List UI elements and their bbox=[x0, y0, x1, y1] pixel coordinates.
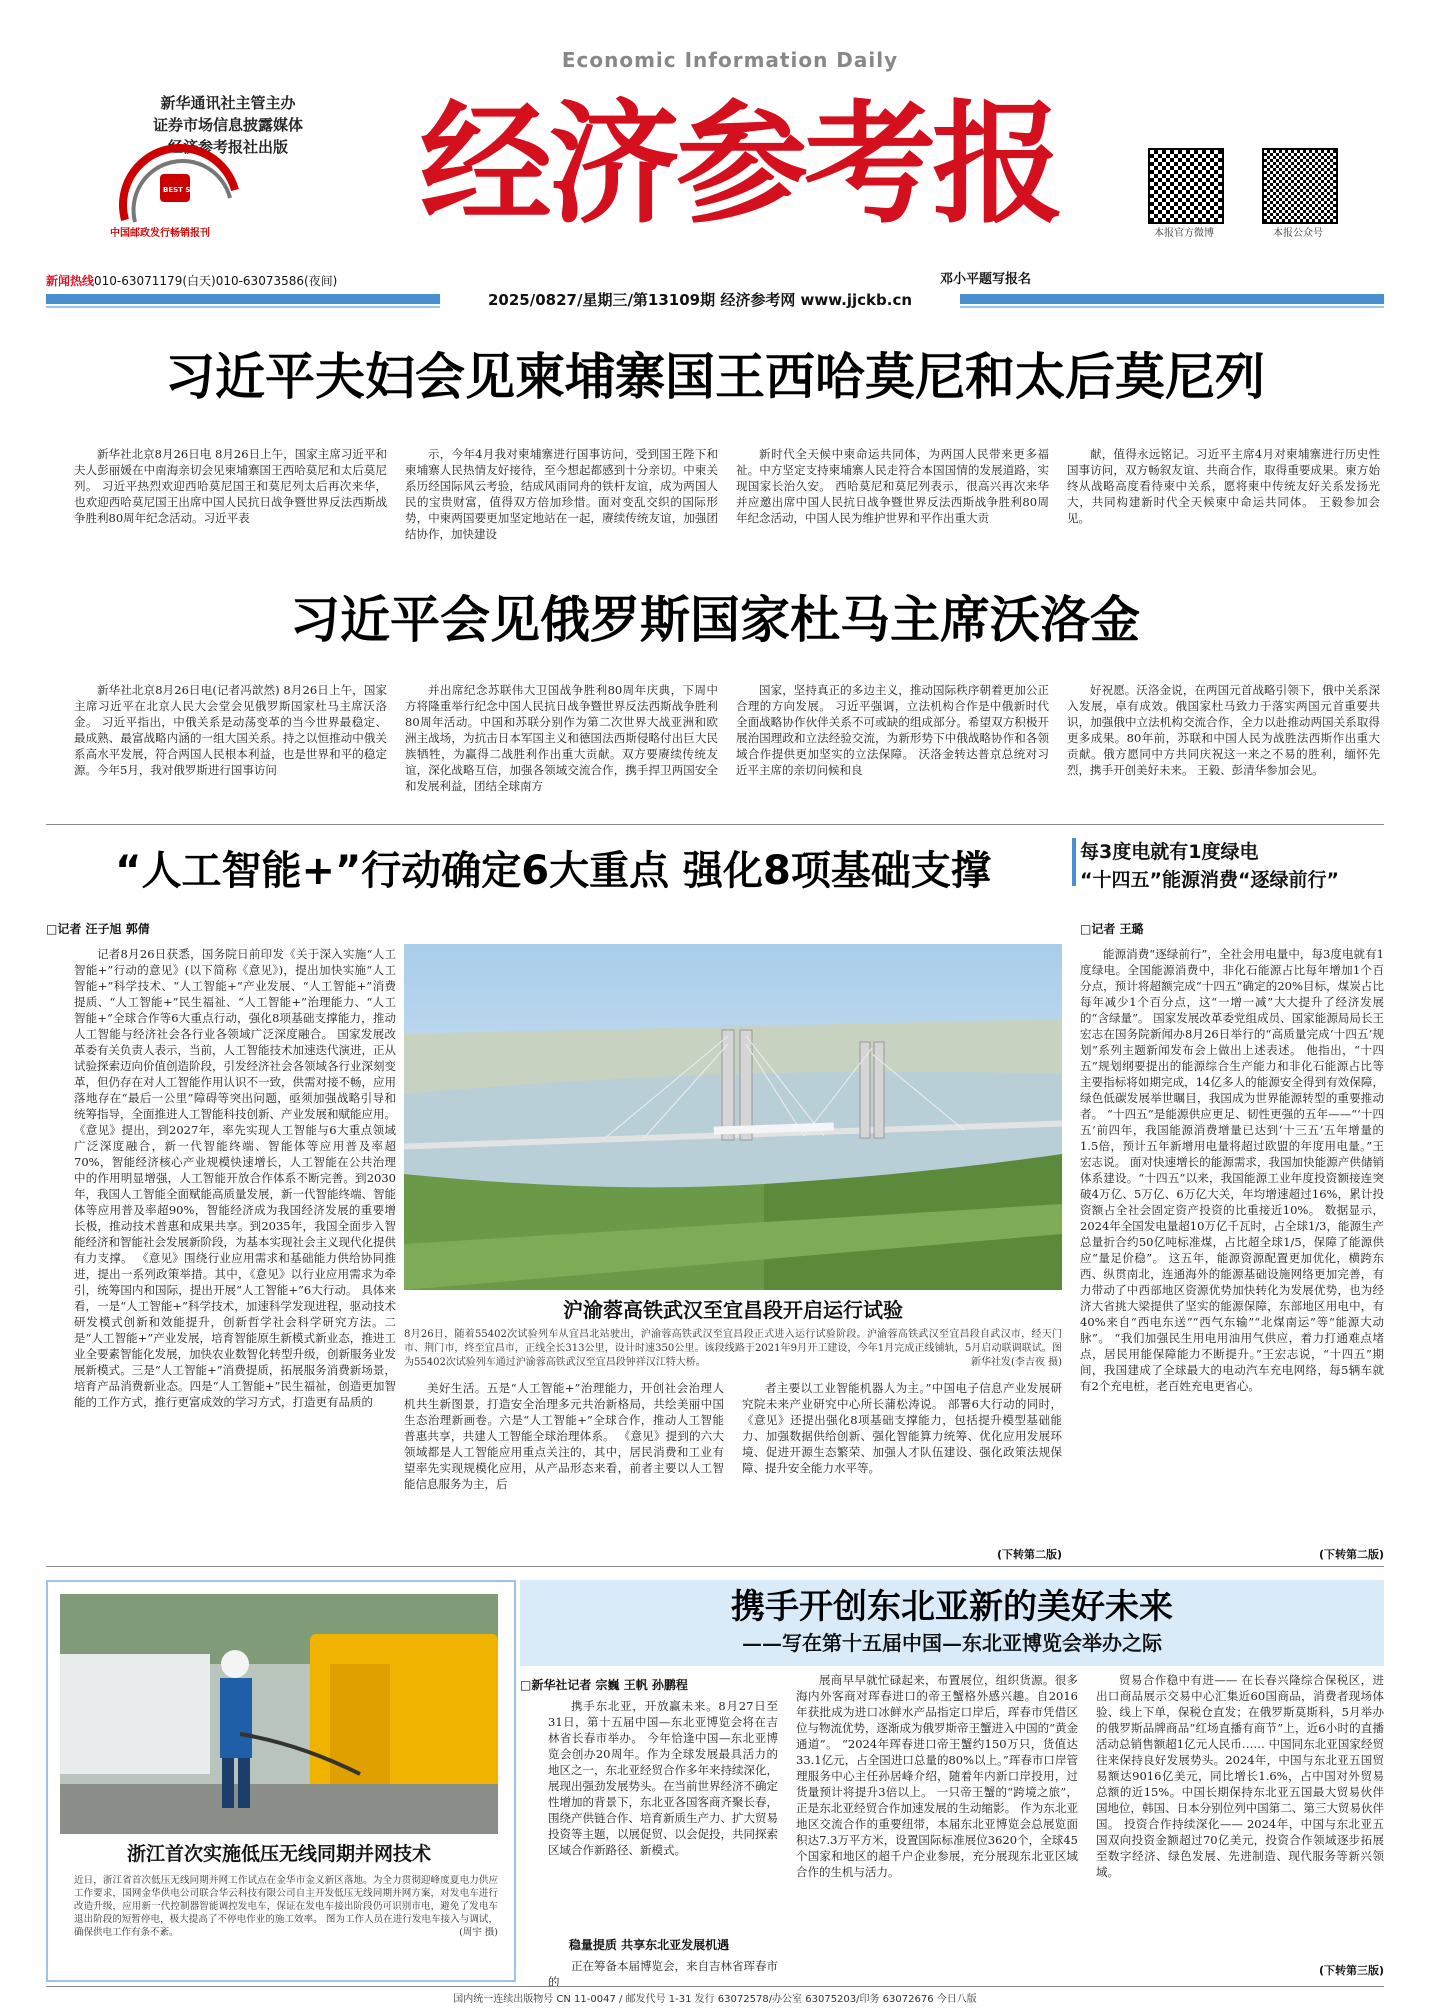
headline-story3: “人工智能+”行动确定6大重点 强化8项基础支撑 bbox=[115, 848, 991, 894]
story6-text: 携手东北亚，开放赢未来。8月27日至31日，第十五届中国—东北亚博览会将在吉林省长春市举办。 今年恰逢中国—东北亚博览会创办20周年。作为全球发展最具活力的地区之一，东北亚经贸合作多年来持续深化，展现出强劲发展势头。在当前世界经济不确定性增加的背景下，东北亚各国客商齐聚长春，围绕产供链合作、培育新质生产力、扩大贸易投资等主题，以展促贸、以会促投，共同探索区域合作新路径、新模式。 bbox=[548, 1699, 778, 1857]
publisher-block bbox=[78, 92, 378, 158]
photo-caption bbox=[404, 1328, 1062, 1372]
hotline-numbers: 010-63071179(白天)010-63073586(夜间) bbox=[94, 274, 338, 288]
masthead-english: Economic Information Daily bbox=[561, 48, 899, 72]
headline-story6: 携手开创东北亚新的美好未来 bbox=[731, 1587, 1173, 1627]
bridge-photo bbox=[404, 944, 1062, 1290]
worker-photo bbox=[60, 1594, 498, 1834]
photo-caption-text: 8月26日，随着55402次试验列车从宜昌北站驶出，沪渝蓉高铁武汉至宜昌段正式进入运行试验阶段。沪渝蓉高铁武汉至宜昌段自武汉市，经天门市、荆门市，终至宜昌市，正线全长313公里，设计时速350公里。该段线路于2021年9月开工建设，今年1月完成正线铺轨，5月启动联调联试。图为55402次试验列车通过沪渝蓉高铁武汉至宜昌段钟祥汉江特大桥。 bbox=[404, 1329, 1062, 1368]
story6-text: 正在筹备本届博览会，来自吉林省珲春市的 bbox=[548, 1959, 778, 1989]
continued-link[interactable]: (下转第二版) bbox=[996, 1548, 1062, 1561]
story3-bottom bbox=[404, 1380, 1062, 1546]
continued-link[interactable]: (下转第二版) bbox=[1318, 1548, 1384, 1561]
story2-col: 好祝愿。沃洛金说，在两国元首战略引领下，俄中关系深入发展，卓有成效。俄国家杜马致力于落实两国元首重要共识，加强俄中立法机构交流合作，全力以赴推动两国关系取得更多成果。80年前，苏联和中国人民为战胜法西斯作出重大贡献。俄方愿同中方共同庆祝这一来之不易的胜利，缅怀先烈，携手开创美好未来。 王毅、彭清华参加会见。 bbox=[1067, 683, 1380, 777]
story1-col: 新华社北京8月26日电 8月26日上午，国家主席习近平和夫人彭丽媛在中南海亲切会见柬埔寨国王西哈莫尼和太后莫尼列。 习近平热烈欢迎西哈莫尼国王和莫尼列太后再次来华，也欢迎西哈莫尼国王出席中国人民抗日战争暨世界反法西斯战争胜利80周年纪念活动。习近平表 bbox=[74, 447, 387, 525]
qr-label: 本报公众号 bbox=[1273, 228, 1323, 239]
photo-credit: 新华社发(李吉夜 摄) bbox=[971, 1357, 1062, 1368]
story6-text: 展商早早就忙碌起来，布置展位，组织货源。很多海内外客商对珲春进口的帝王蟹格外感兴趣。自2016年获批成为进口冰鲜水产品指定口岸后，珲春市凭借区位与物流优势，逐渐成为俄罗斯帝王蟹进入中国的“黄金通道”。 “2024年珲春进口帝王蟹约150万只，货值达33.1亿元，占全国进口总量的80%以上。”珲春市口岸管理服务中心主任孙居峰介绍，随着年内新口岸投用，过货量预计将提升3倍以上。 一只帝王蟹的“跨境之旅”，正是东北亚经贸合作加速发展的生动缩影。 作为东北亚地区交流合作的重要纽带，本届东北亚博览会总展览面积达7.3万平方米，设置国际标准展位3620个，全球45个国家和地区的超千户企业参展，充分展现东北亚区域合作的生机与活力。 bbox=[796, 1673, 1078, 1879]
story6-col1-tail bbox=[548, 1958, 778, 1989]
story3-byline: □记者 汪子旭 郭倩 bbox=[46, 922, 150, 936]
headline-line: “十四五”能源消费“逐绿前行” bbox=[1080, 869, 1339, 891]
story3-left-col bbox=[74, 946, 396, 1558]
story6-col1 bbox=[548, 1698, 778, 1924]
logo-text: 中国邮政发行畅销报刊 bbox=[110, 228, 210, 239]
publisher-line: 新华通讯社主管主办 bbox=[160, 94, 296, 112]
sidebar-accent bbox=[1072, 838, 1076, 886]
story4-text: 能源消费“逐绿前行”，全社会用电量中，每3度电就有1度绿电。全国能源消费中，非化石能源占比每年增加1个百分点，预计将超额完成“十四五”确定的20%目标，煤炭占比每年减少1个百分点，这“一增一减”大大提升了经济发展的“含绿量”。 国家发展改革委党组成员、国家能源局局长王宏志在国务院新闻办8月26日举行的“高质量完成‘十四五’规划”系列主题新闻发布会上做出上述表述。 他指出，“十四五”规划纲要提出的能源综合生产能力和非化石能源占比等主要指标将如期完成，14亿多人的能源安全得到有效保障，绿色低碳发展举世瞩目，我国成为世界能源转型的重要推动者。 “十四五”是能源供应更足、韧性更强的五年——“‘十四五’前四年，我国能源消费增量已达到‘十三五’五年增量的1.5倍，预计五年新增用电量将超过欧盟的年度用电量。”王宏志说。 面对快速增长的能源需求，我国加快能源产供储销体系建设。“十四五”以来，我国能源工业年度投资额接连突破4万亿、5万亿、6万亿大关，年均增速超过16%，累计投资额占全社会固定资产投资的比重接近10%。 数据显示，2024年全国发电量超10万亿千瓦时，占全球1/3，能源生产总量折合约50亿吨标准煤，占比超全球1/5，保障了能源供应“量足价稳”。 这五年，能源资源配置更加优化，横跨东西、纵贯南北，连通海外的能源基础设施网络更加完善，有力带动了中西部地区资源优势加快转化为发展优势，也为经济大省挑大梁提供了坚实的能源保障，东部地区用电中，有40%来自“西电东送”“西气东输”“北煤南运”等“能源大动脉”。 “我们加强民生用电用油用气供应，着力打通难点堵点，居民用能保障能力不断提升。”王宏志说，“十四五”期间，我国建成了全球最大的电动汽车充电网络，每5辆车就有2个充电桩，老百姓充电更省心。 bbox=[1080, 947, 1384, 1393]
headline-line: 每3度电就有1度绿电 bbox=[1080, 841, 1259, 863]
logo-badge: BEST SELLING bbox=[163, 186, 219, 194]
story2-body bbox=[74, 682, 1380, 810]
story1-col: 献，值得永远铭记。习近平主席4月对柬埔寨进行历史性国事访问，双方畅叙友谊、共商合作，取得重要成果。柬方始终从战略高度看待柬中关系，愿将柬中传统友好关系发扬光大，共同构建新时代全天候柬中命运共同体。 王毅参加会见。 bbox=[1067, 447, 1380, 525]
publisher-line: 证券市场信息披露媒体 bbox=[152, 116, 303, 134]
story1-col: 示，今年4月我对柬埔寨进行国事访问，受到国王陛下和柬埔寨人民热情友好接待，至今想起都感到十分亲切。中柬关系历经国际风云考验，结成风雨同舟的铁杆友谊，成为两国人民的宝贵财富，值得双方倍加珍惜。面对变乱交织的国际形势，中柬两国要更加坚定地站在一起，赓续传统友谊，加强团结协作，加快建设 bbox=[405, 447, 718, 541]
continued-link[interactable]: (下转第三版) bbox=[1318, 1964, 1384, 1977]
headline-story2: 习近平会见俄罗斯国家杜马主席沃洛金 bbox=[290, 591, 1140, 649]
story1-body bbox=[74, 446, 1380, 558]
photo-caption bbox=[74, 1874, 498, 1970]
news-hotline bbox=[46, 272, 337, 289]
story1-col: 新时代全天候中柬命运共同体，为两国人民带来更多福祉。中方坚定支持柬埔寨人民走符合本国国情的发展道路，实现国家长治久安。 西哈莫尼和莫尼列表示，很高兴再次来华并应邀出席中国人民抗日战争暨世界反法西斯战争胜利80周年纪念活动，中国人民为维护世界和平作出重大贡 bbox=[736, 447, 1049, 525]
issue-dateline: 2025/0827/星期三/第13109期 经济参考网 www.jjckb.cn bbox=[440, 288, 960, 312]
story3-col: 美好生活。五是“人工智能+”治理能力，开创社会治理人机共生新图景，打造安全治理多元共治新格局，共绘美丽中国生态治理新画卷。六是“人工智能+”全球合作，推动人工智能普惠共享，共建人工智能全球治理体系。 《意见》提到的六大领域都是人工智能应用重点关注的，其中，居民消费和工业有望率先实现规模化应用，从产品形态来看，前者主要以人工智能信息服务为主，后 bbox=[404, 1381, 724, 1491]
page-footer: 国内统一连续出版物号 CN 11-0047 / 邮发代号 1-31 发行 63072578/办公室 63075203/印务 63072676 今日八版 bbox=[46, 1986, 1384, 2005]
story3-col: 者主要以工业智能机器人为主。”中国电子信息产业发展研究院未来产业研究中心所长蒲松涛说。 部署6大行动的同时，《意见》还提出强化8项基础支撑能力，包括提升模型基础能力、加强数据供给创新、强化智能算力统筹、优化应用发展环境、促进开源生态繁荣、加强人才队伍建设、强化政策法规保障、提升安全能力水平等。 bbox=[742, 1381, 1062, 1475]
story2-col: 新华社北京8月26日电(记者冯歆然) 8月26日上午，国家主席习近平在北京人民大会堂会见俄罗斯国家杜马主席沃洛金。 习近平指出，中俄关系是动荡变革的当今世界最稳定、最成熟、最富战略内涵的一组大国关系。持之以恒推动中俄关系高水平发展，符合两国人民根本利益，也是世界和平的稳定源。今年5月，我对俄罗斯进行国事访问 bbox=[74, 683, 387, 777]
story2-col: 并出席纪念苏联伟大卫国战争胜利80周年庆典，下周中方将隆重举行纪念中国人民抗日战争暨世界反法西斯战争胜利80周年活动。中国和苏联分别作为第二次世界大战亚洲和欧洲主战场，为抗击日本军国主义和德国法西斯侵略付出巨大民族牺牲，为赢得二战胜利作出重大贡献。双方要赓续传统友谊，深化战略互信，加强各领域交流合作，携手捍卫两国安全和发展利益，团结全球南方 bbox=[405, 683, 718, 793]
qr-weibo[interactable] bbox=[1148, 148, 1234, 239]
story6-byline: □新华社记者 宗巍 王帆 孙鹏程 bbox=[520, 1678, 688, 1692]
headline-story1: 习近平夫妇会见柬埔寨国王西哈莫尼和太后莫尼列 bbox=[165, 348, 1265, 406]
story6-text: 贸易合作稳中有进—— 在长春兴隆综合保税区，进出口商品展示交易中心汇集近60国商品，消费者现场体验、线上下单，保税仓直发；在俄罗斯莫斯科，5月举办的俄罗斯品牌商品“红场直播有商节”上，近6小时的直播活动总销售额超1亿元人民币…… 中国同东北亚国家经贸往来保持良好发展势头。2024年，中国与东北亚五国贸易额达9016亿美元，同比增长1.6%，占中国对外贸易总额的近15%。中国长期保持东北亚五国最大贸易伙伴国地位，韩国、日本分别位列中国第二、第三大贸易伙伴国。 投资合作持续深化—— 2024年，中国与东北亚五国双向投资金额超过70亿美元，投资合作领域逐步拓展至数字经济、绿色发展、先进制造、现代服务等新兴领域。 bbox=[1096, 1673, 1384, 1879]
story2-col: 国家，坚持真正的多边主义，推动国际秩序朝着更加公正合理的方向发展。 习近平强调，立法机构合作是中俄新时代全面战略协作伙伴关系不可或缺的组成部分。希望双方积极开展治国理政和立法经验交流，为新形势下中俄战略协作和各领域合作提供更加坚实的立法保障。 沃洛金转达普京总统对习近平主席的亲切问候和良 bbox=[736, 683, 1049, 777]
section-divider bbox=[46, 824, 1384, 825]
hotline-label: 新闻热线 bbox=[46, 274, 95, 288]
photo-title: 浙江首次实施低压无线同期并网技术 bbox=[126, 1843, 431, 1865]
photo-title: 沪渝蓉高铁武汉至宜昌段开启运行试验 bbox=[563, 1298, 903, 1322]
qr-wechat[interactable] bbox=[1262, 148, 1348, 239]
headline-story4 bbox=[1080, 838, 1384, 894]
story6-subhead: 稳量提质 共享东北亚发展机遇 bbox=[568, 1938, 730, 1952]
photo-credit: (周宇 摄) bbox=[459, 1927, 498, 1938]
photo-caption-text: 近日，浙江省首次低压无线同期并网工作试点在金华市金义新区落地。为全力贯彻迎峰度夏电力供应工作要求，国网金华供电公司联合华云科技有限公司自主开发低压无线同期并网方案，对发电车进行改造升级，应用新一代控制器智能调控发电车，保证在发电车接出阶段仍可识别市电，避免了发电车退出阶段的短暂停电，极大提高了不停电作业的施工效率。 图为工作人员在进行发电车接入与调试，确保供电工作有条不紊。 bbox=[74, 1875, 498, 1938]
story4-byline: □记者 王璐 bbox=[1080, 922, 1144, 936]
calligraphy-credit: 邓小平题写报名 bbox=[940, 272, 1032, 287]
publisher-line: 经济参考报社出版 bbox=[167, 138, 288, 156]
story6-col2 bbox=[796, 1672, 1078, 1976]
qr-label: 本报官方微博 bbox=[1154, 228, 1214, 239]
story4-body bbox=[1080, 946, 1384, 1542]
postal-logo bbox=[105, 160, 275, 240]
section-divider bbox=[46, 1566, 1384, 1567]
story3-text: 记者8月26日获悉，国务院日前印发《关于深入实施“人工智能+”行动的意见》(以下简称《意见》)，提出加快实施“人工智能+”科学技术、“人工智能+”产业发展、“人工智能+”消费提质、“人工智能+”民生福祉、“人工智能+”治理能力、“人工智能+”全球合作等6大重点行动，强化8项基础支撑能力，推动人工智能与经济社会各行业各领域广泛深度融合。 国家发展改革委有关负责人表示，当前，人工智能技术加速迭代演进，正从试验探索迈向价值创造阶段，引发经济社会各领域各行业深刻变革，但仍存在对人工智能作用认识不一致，供需对接不畅，应用落地存在“最后一公里”障碍等突出问题，亟须加强战略引导和统筹指导，全面推进人工智能科技创新、产业发展和赋能应用。 《意见》提出，到2027年，率先实现人工智能与6大重点领域广泛深度融合，新一代智能终端、智能体等应用普及率超70%，智能经济核心产业规模快速增长，人工智能在公共治理中的作用明显增强，人工智能开放合作体系不断完善。到2030年，我国人工智能全面赋能高质量发展，新一代智能终端、智能体等应用普及率超90%，智能经济成为我国经济发展的重要增长极，推动技术普惠和成果共享。到2035年，我国全面步入智能经济和智能社会发展新阶段，为基本实现社会主义现代化提供有力支撑。 《意见》围绕行业应用需求和基础能力供给协同推进，提出一系列政策举措。其中，《意见》以行业应用需求为牵引，统筹国内和国际，提出开展“人工智能+”6大行动。 具体来看，一是“人工智能+”科学技术，加速科学发现进程，驱动技术研发模式创新和效能提升，创新哲学社会科学研究方法。二是“人工智能+”产业发展，培育智能原生新模式新业态，推进工业全要素智能化发展，加快农业数智化转型升级，创新服务业发展新模式。三是“人工智能+”消费提质，拓展服务消费新场景，培育产品消费新业态。四是“人工智能+”民生福祉，创造更加智能的工作方式，推行更富成效的学习方式，打造更有品质的 bbox=[74, 947, 396, 1409]
story6-col3 bbox=[1096, 1672, 1384, 1958]
subhead-story6: ——写在第十五届中国—东北亚博览会举办之际 bbox=[742, 1631, 1162, 1655]
masthead-chinese: 经济参考报 bbox=[420, 87, 1060, 242]
